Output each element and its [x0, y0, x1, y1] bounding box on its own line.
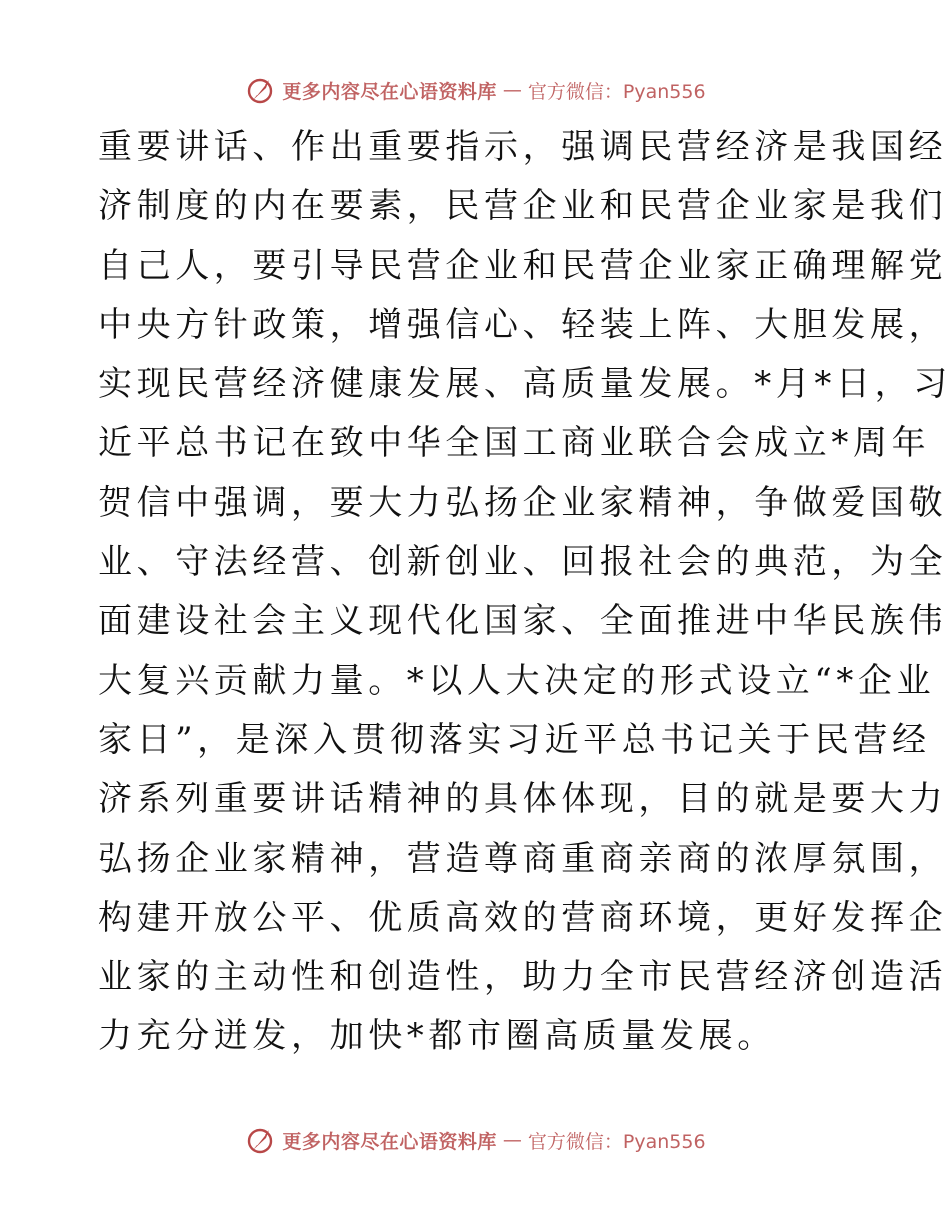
text-line: 构建开放公平、优质高效的营商环境，更好发挥企: [98, 897, 948, 938]
text-line: 近平总书记在致中华全国工商业联合会成立*周年: [98, 423, 931, 464]
text-line: 实现民营经济健康发展、高质量发展。*月*日，习: [98, 364, 952, 405]
text-line: 弘扬企业家精神，营造尊商重商亲商的浓厚氛围，: [98, 838, 948, 879]
text-line: 贺信中强调，要大力弘扬企业家精神，争做爱国敬: [98, 482, 948, 523]
feather-logo-icon: [244, 74, 276, 106]
text-line: 业、守法经营、创新创业、回报社会的典范，为全: [98, 542, 948, 583]
watermark-contact: 官方微信：Pyan556: [527, 1130, 706, 1153]
text-line: 重要讲话、作出重要指示，强调民营经济是我国经: [98, 127, 948, 167]
watermark-separator: —: [502, 79, 522, 101]
text-line: 力充分迸发，加快*都市圈高质量发展。: [98, 1016, 776, 1057]
feather-logo-icon: [244, 1124, 276, 1156]
header-watermark: [0, 70, 950, 110]
watermark-separator: —: [502, 1129, 522, 1151]
text-line: 业家的主动性和创造性，助力全市民营经济创造活: [98, 957, 948, 998]
text-line: 济系列重要讲话精神的具体体现，目的就是要大力: [98, 779, 948, 820]
text-line: 中央方针政策，增强信心、轻装上阵、大胆发展，: [98, 304, 948, 345]
text-line: 家日”，是深入贯彻落实习近平总书记关于民营经: [98, 719, 931, 760]
watermark-brand: 更多内容尽在心语资料库: [282, 80, 497, 103]
text-line: 济制度的内在要素，民营企业和民营企业家是我们: [98, 186, 948, 227]
watermark-brand: 更多内容尽在心语资料库: [282, 1130, 497, 1153]
text-line: 大复兴贡献力量。*以人大决定的形式设立“*企业: [98, 660, 936, 701]
text-line: 自己人，要引导民营企业和民营企业家正确理解党: [98, 245, 948, 286]
watermark-contact: 官方微信：Pyan556: [527, 80, 706, 103]
text-line: 面建设社会主义现代化国家、全面推进中华民族伟: [98, 601, 948, 642]
document-body: [98, 118, 952, 1067]
footer-watermark: [0, 1120, 950, 1160]
